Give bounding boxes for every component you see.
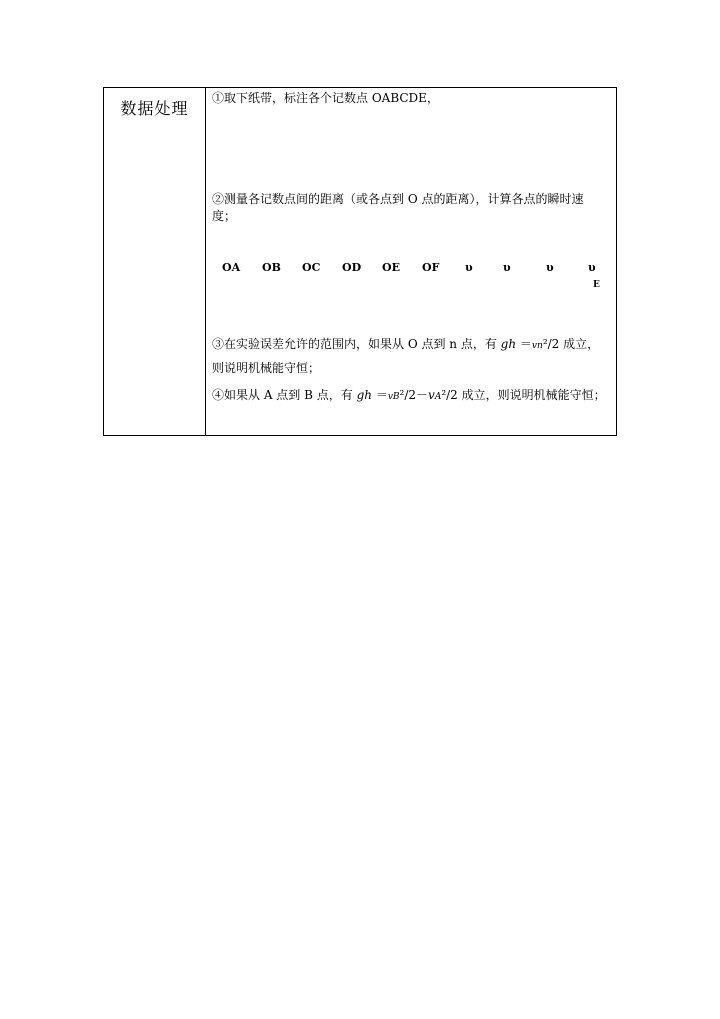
velocity-symbol: υ xyxy=(546,261,554,274)
velocity-symbol: υ xyxy=(503,261,511,274)
step-2-text-line1: ②测量各记数点间的距离（或各点到 O 点的距离），计算各点的瞬时速 xyxy=(212,192,584,206)
measurement-row xyxy=(206,261,616,291)
step-4-text xyxy=(212,387,606,405)
vb-term: vB xyxy=(387,392,400,402)
step-4-prefix: ④如果从 A 点到 B 点，有 xyxy=(212,388,353,402)
velocity-subscript: E xyxy=(593,280,600,290)
step-3-prefix: ③在实验误差允许的范围内，如果从 O 点到 n 点，有 xyxy=(212,337,497,351)
data-processing-table xyxy=(103,87,617,436)
gh-term: gh xyxy=(500,337,517,351)
va-term: v xyxy=(428,388,435,402)
measurement-label: OC xyxy=(302,261,321,274)
label-cell xyxy=(104,88,206,435)
step-1-text: ①取下纸带，标注各个记数点 OABCDE， xyxy=(212,91,439,105)
va-subscript: A xyxy=(434,392,442,402)
step-3-rest: ²/2 成立， xyxy=(542,337,600,351)
step-3-text-line2: 则说明机械能守恒； xyxy=(212,361,321,375)
measurement-label: OD xyxy=(342,261,362,274)
measurement-label: OF xyxy=(422,261,440,274)
measurement-label: OB xyxy=(262,261,281,274)
content-cell xyxy=(206,88,616,435)
measurement-label: OE xyxy=(382,261,400,274)
vn-term: vn xyxy=(531,341,543,351)
velocity-symbol: υ xyxy=(588,261,596,274)
step-4-mid: ²/2－ xyxy=(399,388,429,402)
equals-sign: ＝ xyxy=(519,337,532,351)
equals-sign: ＝ xyxy=(375,388,388,402)
step-3-text-line1 xyxy=(212,336,599,354)
velocity-symbol: υ xyxy=(465,261,473,274)
row-label: 数据处理 xyxy=(120,99,189,118)
step-4-rest: ²/2 成立，则说明机械能守恒； xyxy=(441,388,606,402)
measurement-label: OA xyxy=(222,261,241,274)
step-2-text-line2: 度； xyxy=(212,209,237,223)
gh-term: gh xyxy=(356,388,372,402)
